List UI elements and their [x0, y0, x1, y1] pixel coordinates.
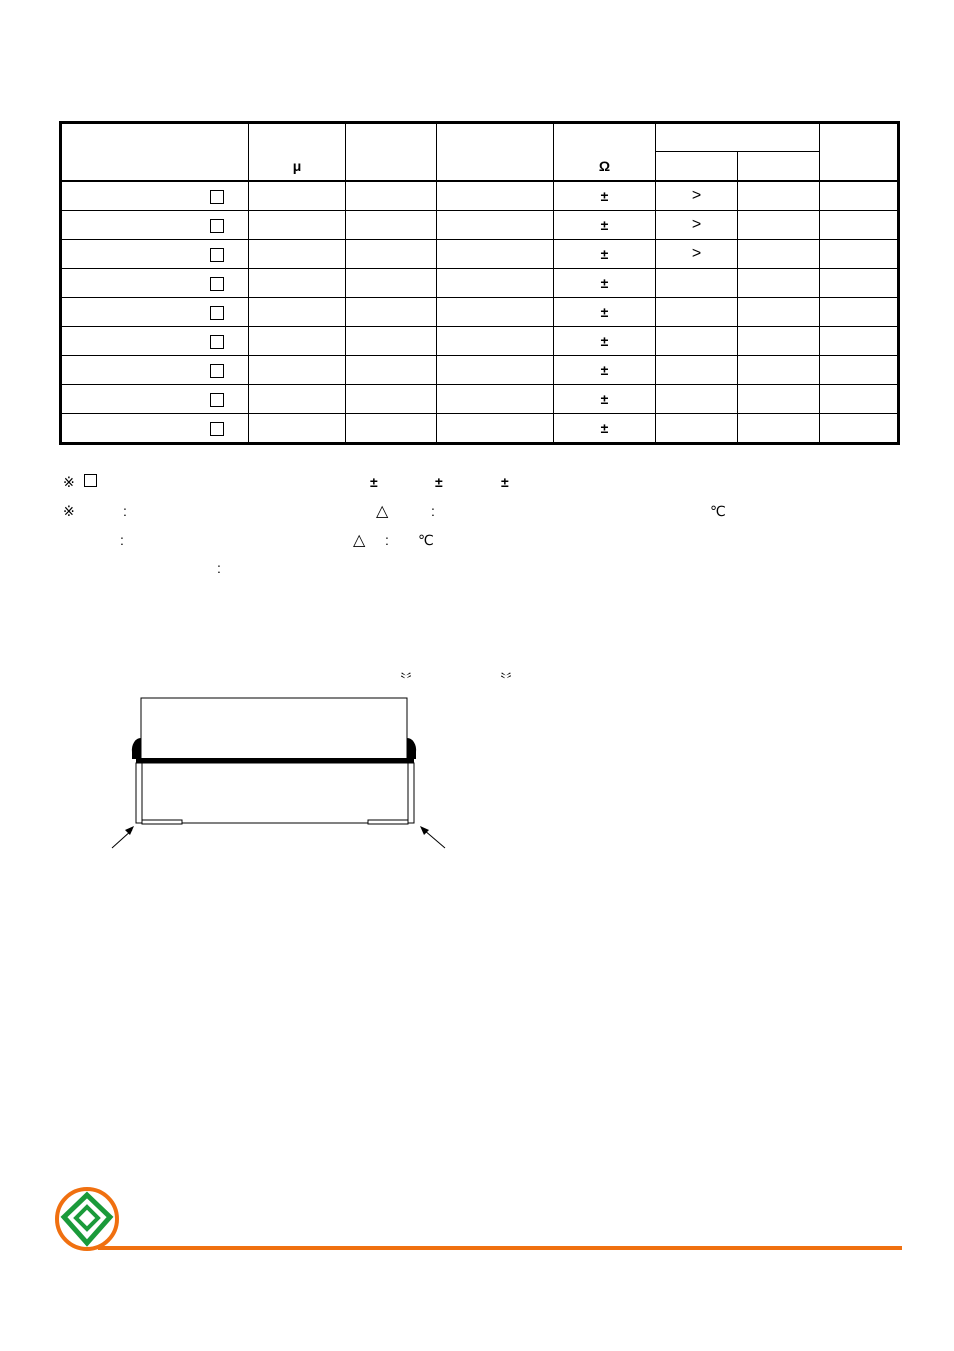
tolerance-cell: ± [554, 414, 656, 444]
placeholder-box-icon [210, 306, 224, 320]
table-body [61, 181, 899, 444]
component-divider [136, 758, 414, 763]
cell [437, 327, 554, 356]
cell [437, 181, 554, 211]
part-number-cell [61, 385, 249, 414]
left-terminal-cap [132, 738, 141, 759]
part-number-cell [61, 298, 249, 327]
placeholder-box-icon [210, 190, 224, 204]
component-bottom-body [136, 763, 414, 823]
colon: : [385, 532, 389, 548]
cell [346, 414, 437, 444]
header-group [656, 123, 820, 152]
company-logo-icon [52, 1187, 122, 1253]
mark-cell [656, 356, 738, 385]
cell [820, 298, 899, 327]
cell [346, 298, 437, 327]
table-row [61, 181, 899, 211]
cell [820, 414, 899, 444]
right-arrow-line [424, 830, 445, 848]
cell [249, 327, 346, 356]
cell [820, 240, 899, 269]
header-resistance: Ω [554, 123, 656, 182]
cell [437, 414, 554, 444]
cell [249, 298, 346, 327]
cell [346, 327, 437, 356]
table-row [61, 211, 899, 240]
placeholder-box-icon [210, 393, 224, 407]
header-inductance: μ [249, 123, 346, 182]
part-number-cell [61, 269, 249, 298]
cell [249, 181, 346, 211]
mark-cell [656, 327, 738, 356]
mark-cell [656, 298, 738, 327]
cell [738, 298, 820, 327]
right-terminal-cap [407, 738, 416, 759]
cell [820, 269, 899, 298]
tolerance-cell: ± [554, 211, 656, 240]
header-col4 [437, 123, 554, 182]
cell [738, 181, 820, 211]
cell [437, 385, 554, 414]
cell [738, 211, 820, 240]
cell [249, 211, 346, 240]
cell [820, 327, 899, 356]
plusminus: ± [370, 474, 378, 490]
placeholder-box-icon [210, 364, 224, 378]
mark-cell [656, 385, 738, 414]
part-number-cell [61, 181, 249, 211]
placeholder-box-icon [210, 335, 224, 349]
ref-mark: ※ [63, 474, 75, 490]
quote-marks-1: 〝〞 [392, 673, 420, 689]
cell [820, 211, 899, 240]
part-number-cell [61, 211, 249, 240]
placeholder-box-icon [210, 219, 224, 233]
mark-cell: > [656, 211, 738, 240]
cell [820, 356, 899, 385]
quote-marks-2: 〝〞 [492, 673, 520, 689]
table-header-row [61, 123, 899, 152]
tolerance-cell: ± [554, 356, 656, 385]
plusminus: ± [435, 474, 443, 490]
cell [346, 385, 437, 414]
cell [346, 356, 437, 385]
table-row [61, 385, 899, 414]
subheader-b [738, 152, 820, 182]
cell [738, 356, 820, 385]
cell [738, 385, 820, 414]
colon: : [123, 503, 127, 519]
spec-table [59, 121, 900, 445]
triangle-icon: △ [353, 532, 366, 549]
triangle-icon: △ [376, 503, 389, 520]
part-number-cell [61, 356, 249, 385]
cell [437, 356, 554, 385]
cell [738, 240, 820, 269]
mark-cell: > [656, 181, 738, 211]
table-row [61, 414, 899, 444]
table-row [61, 240, 899, 269]
placeholder-box-icon [210, 248, 224, 262]
header-part-number [61, 123, 249, 182]
table-row [61, 298, 899, 327]
celsius-symbol: ℃ [710, 503, 726, 519]
cell [738, 327, 820, 356]
mark-cell: > [656, 240, 738, 269]
footer-line [98, 1246, 902, 1250]
ref-mark: ※ [63, 503, 75, 519]
left-pad [142, 820, 182, 824]
tolerance-cell: ± [554, 181, 656, 211]
cell [437, 298, 554, 327]
table-row [61, 327, 899, 356]
cell [249, 240, 346, 269]
header-col3 [346, 123, 437, 182]
placeholder-box-icon [210, 422, 224, 436]
left-arrow-head [125, 826, 134, 835]
cell [437, 211, 554, 240]
placeholder-box-icon [210, 277, 224, 291]
cell [249, 356, 346, 385]
tolerance-cell: ± [554, 327, 656, 356]
component-diagram [100, 665, 560, 865]
cell [738, 414, 820, 444]
cell [738, 269, 820, 298]
colon: : [217, 560, 221, 576]
cell [346, 181, 437, 211]
table-row [61, 356, 899, 385]
cell [820, 181, 899, 211]
cell [249, 385, 346, 414]
component-top-body [141, 698, 407, 760]
mark-cell [656, 269, 738, 298]
part-number-cell [61, 414, 249, 444]
cell [346, 269, 437, 298]
colon: : [431, 503, 435, 519]
cell [437, 240, 554, 269]
tolerance-cell: ± [554, 269, 656, 298]
cell [249, 269, 346, 298]
cell [346, 240, 437, 269]
part-number-cell [61, 240, 249, 269]
tolerance-cell: ± [554, 240, 656, 269]
mark-cell [656, 414, 738, 444]
header-last [820, 123, 899, 182]
plusminus: ± [501, 474, 509, 490]
tolerance-cell: ± [554, 385, 656, 414]
colon: : [120, 532, 124, 548]
cell [437, 269, 554, 298]
right-pad [368, 820, 408, 824]
cell [249, 414, 346, 444]
tolerance-cell: ± [554, 298, 656, 327]
cell [346, 211, 437, 240]
cell [820, 385, 899, 414]
subheader-a [656, 152, 738, 182]
part-number-cell [61, 327, 249, 356]
celsius-symbol: ℃ [418, 532, 434, 548]
table-row [61, 269, 899, 298]
